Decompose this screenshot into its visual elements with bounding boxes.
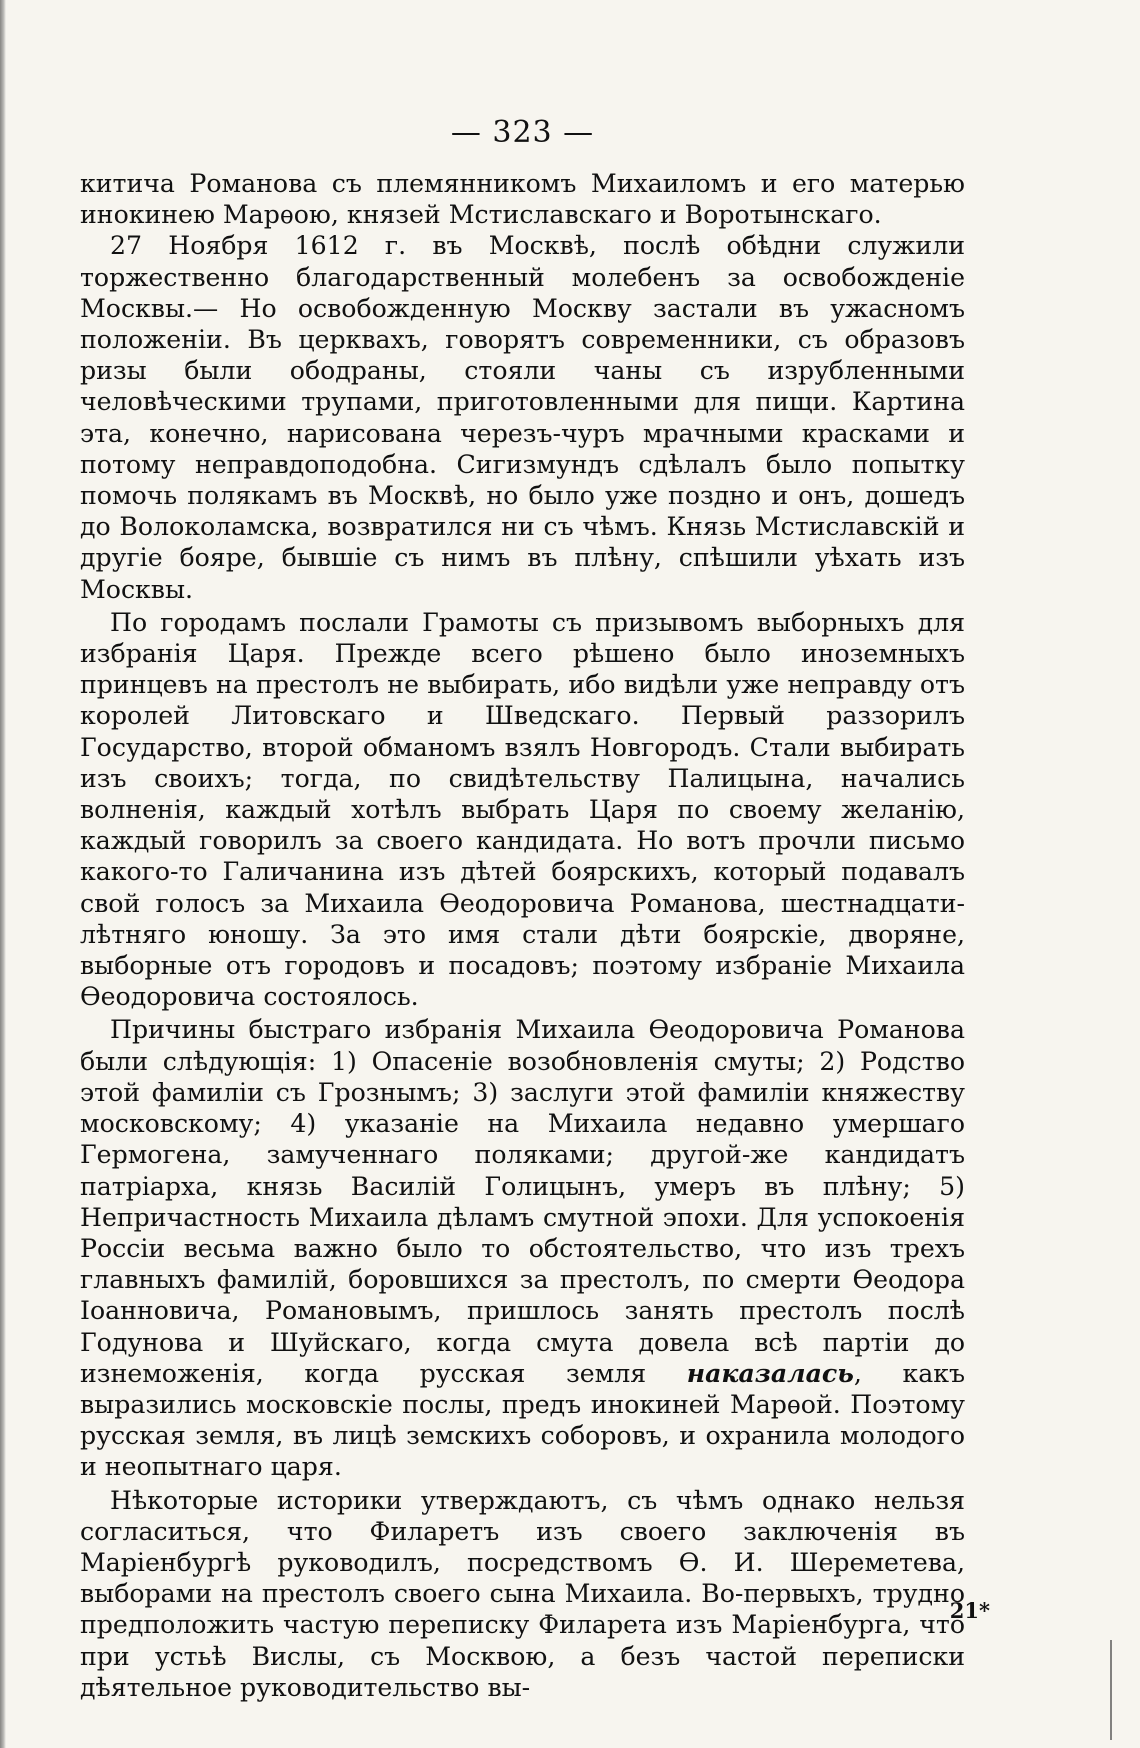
scan-edge-shadow xyxy=(0,0,6,1748)
scan-margin-line xyxy=(1110,1640,1112,1740)
paragraph-election-reasons xyxy=(80,1014,965,1482)
paragraph-filaret-claim: Нѣкоторые историки утверждаютъ, съ чѣмъ однако нельзя согласиться, что Филаретъ изъ своего заключенія въ Маріенбургѣ руководилъ, посредствомъ Ѳ. И. Шереметева, выборами на престолъ своего сына Михаила. Во-первыхъ, трудно предположить частую переписку Филарета изъ Маріенбурга, что при устьѣ Вислы, съ Москвою, а безъ частой переписки дѣятельное руководительство вы- xyxy=(80,1485,965,1702)
printer-signature-mark: 21* xyxy=(949,1598,990,1623)
paragraph-tsar-election: По городамъ послали Грамоты съ призывомъ выборныхъ для избранія Царя. Прежде всего рѣшено было иноземныхъ принцевъ на престолъ не выбирать, ибо видѣли уже неправду отъ королей Литовскаго и Шведскаго. Первый раззорилъ Государство, второй обманомъ взялъ Новгородъ. Стали выбирать изъ своихъ; тогда, по свидѣтельству Палицына, начались волненія, каждый хотѣлъ выбрать Царя по своему желанію, каждый говорилъ за своего кандидата. Но вотъ прочли письмо какого-то Галичанина изъ дѣтей боярскихъ, который подавалъ свой голосъ за Михаила Ѳеодоровича Романова, шестнадцати-лѣтняго юношу. За это имя стали дѣти боярскіе, дворяне, выборные отъ городовъ и посадовъ; поэтому избраніе Михаила Ѳеодоровича состоялось. xyxy=(80,607,965,1012)
paragraph-moscow-liberation: 27 Ноября 1612 г. въ Москвѣ, послѣ обѣдни служили торжественно благодарственный молебенъ за освобожденіе Москвы.— Но освобожденную Москву застали въ ужасномъ положеніи. Въ церквахъ, говорятъ современники, съ образовъ ризы были ободраны, стояли чаны съ изрубленными человѣческими трупами, приготовленными для пищи. Картина эта, конечно, нарисована черезъ-чуръ мрачными красками и потому неправдоподобна. Сигизмундъ сдѣлалъ было попытку помочь полякамъ въ Москвѣ, но было уже поздно и онъ, дошедъ до Волоколамска, возвратился ни съ чѣмъ. Князь Мстиславскій и другіе бояре, бывшіе съ нимъ въ плѣну, спѣшили уѣхать изъ Москвы. xyxy=(80,231,965,604)
paragraph-text-after-emphasis: , какъ выразились московскіе послы, предъ инокиней Марѳой. Поэтому русская земля, въ лицѣ земскихъ соборовъ, и охранила молодого и неопытнаго царя. xyxy=(80,1358,965,1482)
paragraph-continuation: китича Романова съ племянникомъ Михаиломъ и его матерью инокинею Марѳою, князей Мстиславскаго и Воротынскаго. xyxy=(80,169,965,230)
emphasized-word: наказалась xyxy=(686,1357,854,1388)
book-page xyxy=(80,115,965,1703)
page-number: — 323 — xyxy=(450,115,595,150)
paragraph-text-before-emphasis: Причины быстраго избранія Михаила Ѳеодоровича Романова были слѣдующія: 1) Опасеніе возобновленія смуты; 2) Родство этой фамиліи съ Грознымъ; 3) заслуги этой фамиліи княжеству московскому; 4) указаніе на Михаила недавно умершаго Гермогена, замученнаго поляками; другой-же кандидатъ патріарха, князь Василій Голицынъ, умеръ въ плѣну; 5) Непричастность Михаила дѣламъ смутной эпохи. Для успокоенія Россіи весьма важно было то обстоятельство, что изъ трехъ главныхъ фамилій, боровшихся за престолъ, по смерти Ѳеодора Іоанновича, Романовымъ, пришлось занять престолъ послѣ Годунова и Шуйскаго, когда смута довела всѣ партіи до изнеможенія, когда русская земля xyxy=(80,1015,965,1388)
